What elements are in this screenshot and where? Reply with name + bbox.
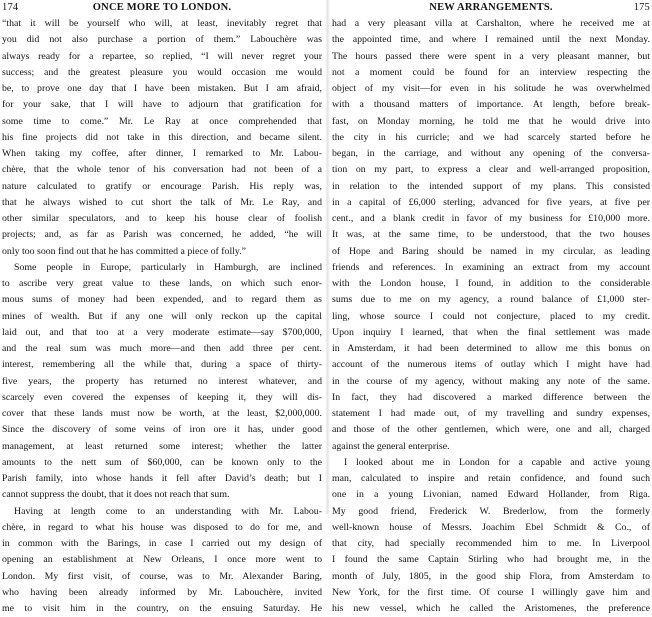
text-line: mous sums of money had been expended, and to regard them as [2,294,322,306]
text-line: in the course of my agency, without making any note of the same. [332,375,650,387]
text-line: one in a young Livonian, named Edward Hollander, from Riga. [332,489,650,501]
text-line: in Amsterdam, it had been determined to allow me this bonus on [332,343,650,354]
text-line: chère, in regard to what his house was disposed to do for me, and [2,521,322,533]
text-line: management, at least returned some interest; whether the latter [2,440,322,452]
text-line: other similar speculators, and to keep his house clear of foolish [2,213,322,224]
text-line: object of my visit—for even in his solitude he was overwhelmed [332,83,650,94]
text-line: Having at length come to an understanding with Mr. Labou- [14,505,322,517]
text-line: his new vessel, which he called the Aristomenes, the preference [332,603,650,614]
text-line: projects; and, as far as Parish was concerned, he added, “he will [2,229,322,241]
left-page-header [2,1,322,16]
text-line: with a thousand matters of importance. At length, before break- [332,99,650,111]
left-page-body [2,16,322,617]
text-line: friends and references. In examining an extract from my account [332,261,650,273]
text-line: In fact, they had discovered a marked difference between the [332,391,650,403]
text-line: laid out, and that too at a very moderate estimate—say $700,000, [2,326,322,338]
text-line: only too soon find out that he has committed a piece of folly.” [2,245,247,257]
text-line: interest, remembering all the while that, during a space of thirty- [2,359,322,371]
right-page-header [332,1,650,16]
text-line: statement I had made out, of my travelling and sundry expenses, [332,408,650,419]
text-line: Upon inquiry I learned, that when the final settlement was made [332,326,650,338]
text-line: to ascribe very great value to these lands, on which such enor- [2,278,322,289]
text-line: me to visit him in the country, on the ensuing Saturday. He [2,603,322,614]
text-line: Parish family, into whose hands it fell after David’s death; but I [2,473,322,484]
book-gutter [325,0,330,514]
text-line: New York, for the first time. Of course I willingly gave him and [332,586,650,598]
text-line: opening an establishment at New Orleans, I once more went to [2,554,322,566]
text-line: the city in his curricle; and we had scarcely started before he [332,131,650,143]
text-line: and the real sum was much more—and then add three per cent. [2,343,322,354]
text-line: cover that these lands must now be worth, at the least, $2,000,000. [2,408,322,419]
text-line: and those of the other gentlemen, which were, one and all, charged [332,424,650,436]
page-number: 175 [633,2,650,13]
text-line: I looked about me in London for a capable and active young [344,456,650,468]
text-line: that he always wished to cut short the talk of Mr. Le Ray, and [2,196,322,208]
text-line: you did not also purchase a portion of them.” Labouchère was [2,34,322,46]
text-line: of Hope and Baring should be named in my circular, as leading [332,245,650,257]
text-line: in a capital of £6,000 sterling, advanced for five years, at five per [332,196,650,208]
text-line: London. My first visit, of course, was to Mr. Alexander Baring, [2,570,322,582]
text-line: tion on my part, to express a clear and well-arranged proposition, [332,164,650,176]
text-line: chère, that the whole tenor of his conversation had not been of a [2,164,322,176]
text-line: ling, whose source I could not conjecture, placed to my credit. [332,310,650,322]
text-line: month of July, 1805, in the good ship Flora, from Amsterdam to [332,570,650,582]
running-head: ONCE MORE TO LONDON. [92,2,232,13]
text-line: the appointed time, and where I remained until the next Monday. [332,34,650,46]
text-line: that city, had specially recommended him to me. In Liverpool [332,538,650,549]
text-line: “that it will be yourself who will, at least, inevitably regret that [2,18,322,29]
text-line: nature calculated to gratify or encourage Parish. His reply was, [2,180,322,192]
text-line: well-known house of Messrs. Joachim Ebel Schmidt & Co., of [332,521,650,533]
text-line: cent., and a blank credit in favor of my business for £10,000 more. [332,213,650,224]
text-line: It was, at the same time, to be understood, that the two houses [332,229,650,241]
text-line: be, to prove one day that I have been mistaken. But I am afraid, [2,83,322,94]
left-page [2,0,322,614]
text-line: in common with the Barings, in case I carried out my design of [2,538,322,549]
text-line: five years, the property has returned no interest whatever, and [2,375,322,387]
text-line: My good friend, Frederick W. Brederlow, from the formerly [332,505,650,517]
text-line: man, calculated to inspire and retain confidence, and found such [332,473,650,484]
text-line: had a very pleasant villa at Carshalton, where he received me at [332,18,650,29]
text-line: some time to come.” Mr. Le Ray at once comprehended that [2,115,322,127]
text-line: mines of wealth. But if any one will only reckon up the capital [2,310,322,322]
text-line: When taking my coffee, after dinner, I remarked to Mr. Labou- [2,148,322,159]
text-line: began, in the carriage, and without any opening of the conversa- [332,148,650,159]
text-line: Some people in Europe, particularly in Hamburgh, are inclined [14,261,322,273]
text-line: The hours passed there were spent in a very pleasant manner, but [332,50,650,62]
text-line: who having been already informed by Mr. Labouchère, invited [2,586,322,598]
text-line: with the London house, I found, in addition to the considerable [332,278,650,289]
text-line: fast, on Monday morning, he told me that he would drive into [332,115,650,127]
text-line: Since the discovery of some veins of iron ore it has, under good [2,424,322,436]
text-line: cannot suppress the doubt, that it does not reach that sum. [2,489,230,501]
text-line: his fine projects did not take in this direction, and became silent. [2,131,322,143]
right-page [332,0,650,614]
text-line: sums due to me on my agency, a round balance of £1,000 ster- [332,294,650,306]
text-line: against the general enterprise. [332,440,450,452]
text-line: in relation to the intended support of my plans. This consisted [332,180,650,192]
text-line: I found the same Captain Stirling who had brought me, in the [332,554,650,566]
text-line: always ready for a repartee, so replied, “I will never regret your [2,50,322,62]
text-line: amounts to the nett sum of $60,000, can be known only to the [2,456,322,468]
right-page-body [332,16,650,617]
text-line: scarcely even covered the expenses of keeping it, they will dis- [2,391,322,403]
text-line: not a moment could be found for an interview respecting the [332,66,650,78]
running-head: NEW ARRANGEMENTS. [429,2,553,13]
page-number: 174 [2,2,19,13]
text-line: for your sake, that I will have to adjourn that gratification for [2,99,322,111]
text-line: success; and the greatest pleasure you would occasion me would [2,66,322,78]
text-line: account of the numerous items of outlay which I might have had [332,359,650,371]
